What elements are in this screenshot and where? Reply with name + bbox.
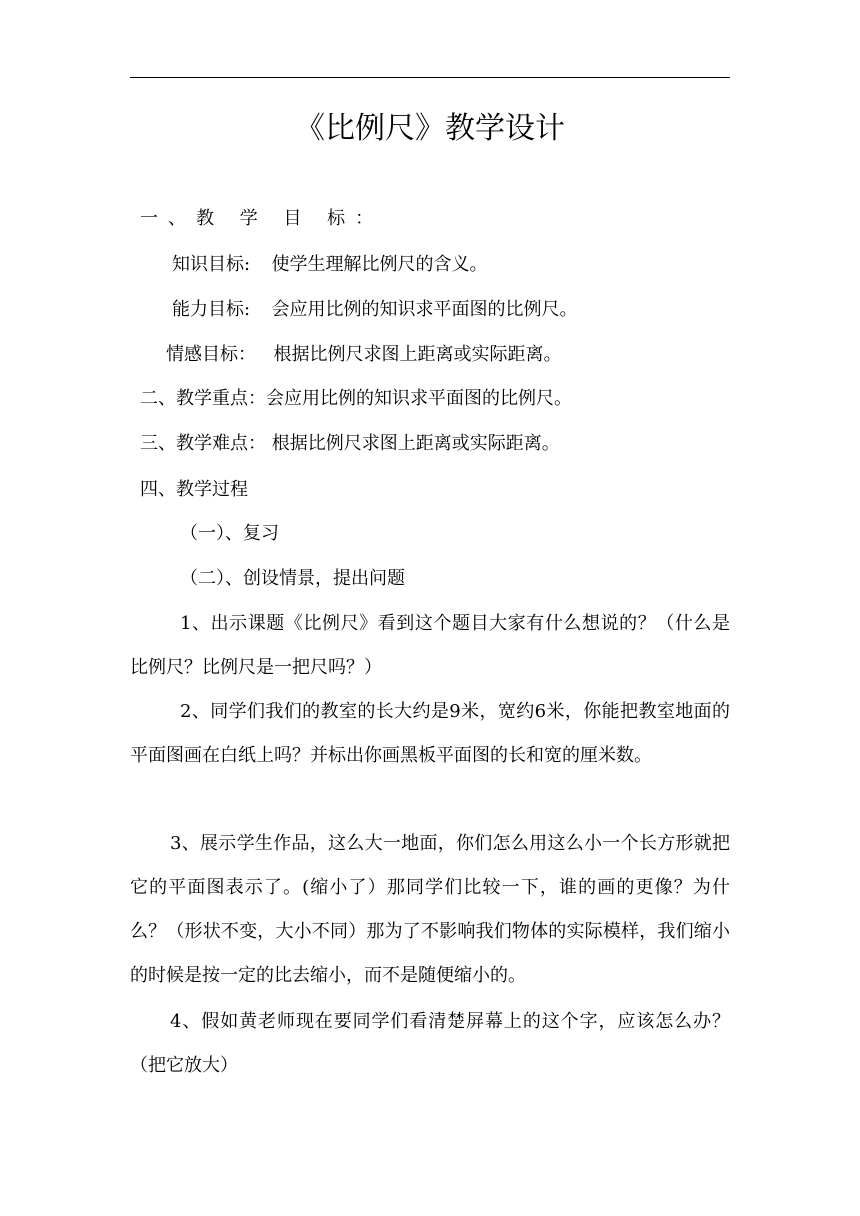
objectives-heading: 一、教 学 目 标： [140,208,384,229]
objective-text: 会应用比例的知识求平面图的比例尺。 [271,299,578,320]
paragraph-3: 3、展示学生作品，这么大一地面，你们怎么用这么小一个长方形就把它的平面图表示了。(缩小了）那同学们比较一下，谁的画的更像？为什么？（形状不变，大小不同）那为了不影响我们物体的实际模样，我们缩小的时候是按一定的比去缩小，而不是随便缩小的。 [130,833,730,986]
objective-knowledge [172,252,488,278]
paragraph-1: 1、出示课题《比例尺》看到这个题目大家有什么想说的？（什么是比例尺？比例尺是一把尺吗？） [130,613,730,678]
paragraph-4: 4、假如黄老师现在要同学们看清楚屏幕上的这个字，应该怎么办？（把它放大） [130,1011,730,1076]
subsection-scenario: （二）、创设情景，提出问题 [180,568,405,589]
objective-label: 情感目标： [166,344,256,365]
subsection-review: （一）、复习 [180,523,279,544]
objective-ability [172,297,578,323]
objective-text: 使学生理解比例尺的含义。 [271,254,488,275]
objective-label: 知识目标: [172,254,251,275]
difficulty: 三、教学难点： 根据比例尺求图上距离或实际距离。 [140,433,560,454]
key-point: 二、教学重点：会应用比例的知识求平面图的比例尺。 [140,388,572,409]
objective-text: 根据比例尺求图上距离或实际距离。 [273,344,562,365]
process-heading: 四、教学过程 [140,479,248,500]
document-title: 《比例尺》教学设计 [295,111,565,146]
top-rule [130,77,730,78]
objective-label: 能力目标: [172,299,251,320]
objective-emotion [166,342,561,368]
paragraph-2: 2、同学们我们的教室的长大约是9米，宽约6米，你能把教室地面的平面图画在白纸上吗？并标出你画黑板平面图的长和宽的厘米数。 [130,701,730,766]
